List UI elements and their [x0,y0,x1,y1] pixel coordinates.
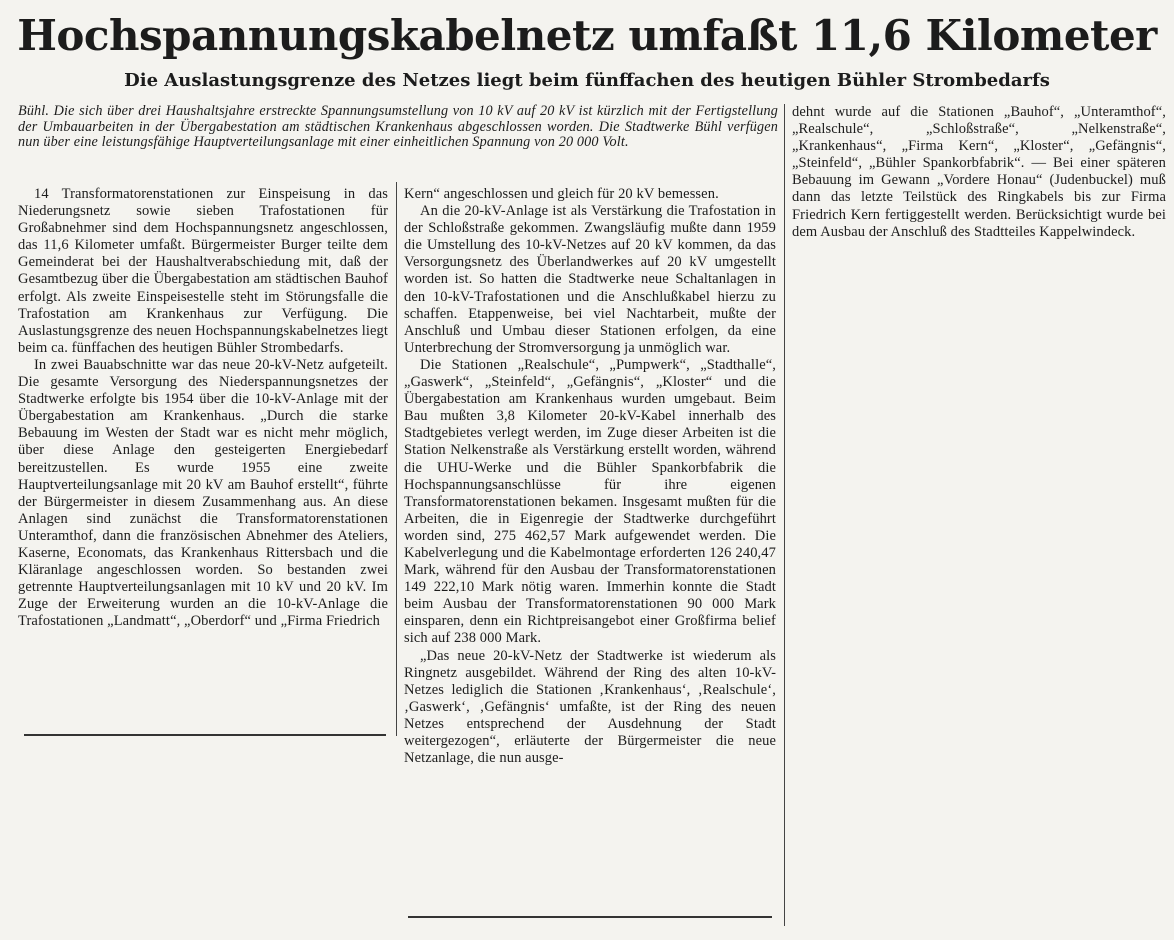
column-divider-right [784,104,785,926]
body-paragraph: „Das neue 20-kV-Netz der Stadtwerke ist wiederum als Ringnetz ausgebildet. Während der Ring des alten 10-kV-Netzes lediglich die Stationen ‚Krankenhaus‘, ‚Realschule‘, ‚Gaswerk‘, ‚Gefängnis‘ umfaßte, ist der Ring des neuen Netzes entsprechend der Ausdehnung der Stadt weitergezogen“, erläuterte der Bürgermeister die neue Netzanlage, die nun ausge- [404,647,776,767]
body-paragraph: Kern“ angeschlossen und gleich für 20 kV bemessen. [404,186,719,202]
column-end-rule-1 [24,734,386,736]
subheadline: Die Auslastungsgrenze des Netzes liegt beim fünffachen des heutigen Bühler Strombedarfs [124,70,1050,91]
body-paragraph: In zwei Bauabschnitte war das neue 20-kV-Netz aufgeteilt. Die gesamte Versorgung des Niederspannungsnetzes der Stadtwerke erfolgte bis 1954 über die 10-kV-Anlage mit der Übergabestation am Krankenhaus. „Durch die starke Bebauung im Westen der Stadt war es nicht mehr möglich, über diese Anlage den gesteigerten Energiebedarf bereitzustellen. Es wurde 1955 eine zweite Hauptverteilungsanlage mit 20 kV am Bauhof erstellt“, führte der Bürgermeister in diesem Zusammenhang aus. An diese Anlagen sind zunächst die Transformatorenstationen Unteramthof, dann die französischen Abnehmer des Ateliers, Kaserne, Economats, das Krankenhaus Rittersbach und die Kläranlage angeschlossen worden. So bestanden zwei getrennte Hauptverteilungsanlagen mit 10 kV und 20 kV. Im Zuge der Erweiterung wurden an die 10-kV-Anlage die Trafostationen „Landmatt“, „Oberdorf“ und „Firma Friedrich [18,356,388,630]
column-divider-left [396,182,397,736]
article-column-1 [18,186,388,630]
body-paragraph: 14 Transformatorenstationen zur Einspeisung in das Niederungsnetz sowie sieben Trafostationen für Großabnehmer sind dem Hochspannungsnetz angeschlossen, das 11,6 Kilometer umfaßt. Bürgermeister Burger teilte dem Gemeinderat bei der Haushaltverabschiedung mit, daß der Gesamtbezug über die Übergabestation am städtischen Bauhof erfolgt. Als zweite Einspeisestelle steht im Störungsfalle die Trafostation am Krankenhaus zur Verfügung. Die Auslastungsgrenze des neuen Hochspannungskabelnetzes liegt beim ca. fünffachen des heutigen Bühler Strombedarfs. [18,186,388,356]
body-paragraph: An die 20-kV-Anlage ist als Verstärkung die Trafostation in der Schloßstraße gekommen. Zwangsläufig mußte dann 1959 die Umstellung des 10-kV-Netzes auf 20 kV kommen, da das Versorgungsnetz des Überlandwerkes auf 20 kV umgestellt worden ist. So hatten die Stadtwerke neue Schaltanlagen in den 10-kV-Trafostationen und die Anschlußkabel hierzu zu schaffen. Etappenweise, bei viel Nachtarbeit, mußte der Anschluß und Umbau dieser Stationen erfolgen, da eine Unterbrechung der Stromversorgung ja unmöglich war. [404,203,776,356]
body-paragraph: dehnt wurde auf die Stationen „Bauhof“, „Unteramthof“, „Realschule“, „Schloßstraße“, „Nelkenstraße“, „Krankenhaus“, „Firma Kern“, „Kloster“, „Gefängnis“, „Steinfeld“, „Bühler Spankorbfabrik“. — Bei einer späteren Bebauung im Gewann „Vordere Honau“ (Judenbuckel) muß dann das letzte Teilstück des Ringkabels bis zur Firma Friedrich Kern fertiggestellt werden. Berücksichtigt wurde bei dem Ausbau der Anschluß des Stadtteiles Kappelwindeck. [792,104,1166,240]
article-column-2 [404,186,776,767]
lead-paragraph: Bühl. Die sich über drei Haushaltsjahre erstreckte Spannungsumstellung von 10 kV auf 20 kV ist kürzlich mit der Fertigstellung der Umbauarbeiten in der Übergabestation am städtischen Krankenhaus abgeschlossen worden. Die Stadtwerke Bühl verfügen nun über eine leistungsfähige Hauptverteilungsanlage mit einer einheitlichen Spannung von 20 000 Volt. [18,103,778,150]
body-paragraph: Die Stationen „Realschule“, „Pumpwerk“, „Stadthalle“, „Gaswerk“, „Steinfeld“, „Gefängnis“, „Kloster“ und die Übergabestation am Krankenhaus wurden umgebaut. Beim Bau mußten 3,8 Kilometer 20-kV-Kabel innerhalb des Stadtgebietes verlegt werden, im Zuge dieser Arbeiten ist die Station Nelkenstraße als Verstärkung erstellt worden, während die UHU-Werke und die Bühler Spankorbfabrik die Hochspannungsanschlüsse für ihre eigenen Transformatorenstationen bekamen. Insgesamt mußten für die Arbeiten, die in Eigenregie der Stadtwerke durchgeführt worden sind, 275 462,57 Mark aufgewendet werden. Die Kabelverlegung und die Kabelmontage erforderten 126 240,47 Mark, während für den Ausbau der Transformatorenstationen 149 222,10 Mark nötig waren. Immerhin konnte die Stadt beim Ausbau der Transformatorenstationen 90 000 Mark einsparen, denn ein Richtpreisangebot einer Großfirma belief sich auf 238 000 Mark. [404,356,776,647]
column-end-rule-2 [408,916,772,918]
headline: Hochspannungskabelnetz umfaßt 11,6 Kilometer [17,11,1157,60]
article-column-3 [792,104,1166,241]
